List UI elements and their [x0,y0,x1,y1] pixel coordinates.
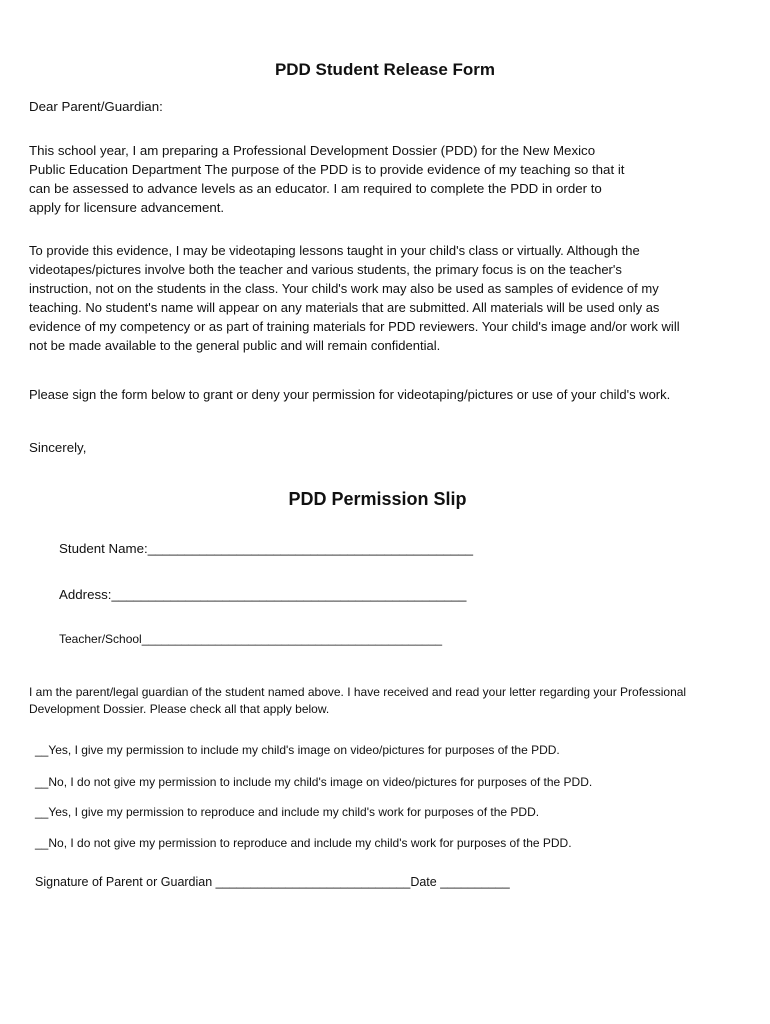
option-no-work[interactable]: __No, I do not give my permission to reproduce and include my child's work for purposes of the PDD. [35,836,572,850]
form-title: PDD Student Release Form [274,60,496,79]
salutation: Dear Parent/Guardian: [29,99,163,114]
paragraph-intro [29,141,625,217]
paragraph-evidence-line: evidence of my competency or as part of training materials for PDD reviewers. Your child's image and/or work will [29,319,680,334]
paragraph-evidence-line: not be made available to the general public and will remain confidential. [29,338,441,353]
address-field[interactable]: Address:________________________________________________ [59,587,467,602]
option-no-image[interactable]: __No, I do not give my permission to include my child's image on video/pictures for purposes of the PDD. [35,775,593,789]
option-yes-image[interactable]: __Yes, I give my permission to include my child's image on video/pictures for purposes of the PDD. [35,743,560,757]
closing-text: Sincerely, [29,440,87,455]
signature-line[interactable]: Signature of Parent or Guardian ____________________________Date __________ [35,875,510,889]
paragraph-evidence-line: teaching. No student's name will appear on any materials that are submitted. All materials will be used only as [29,300,660,315]
instruction-text: Please sign the form below to grant or deny your permission for videotaping/pictures or use of your child's work. [29,387,671,402]
option-yes-work[interactable]: __Yes, I give my permission to reproduce and include my child's work for purposes of the PDD. [35,805,540,819]
teacher-school-field[interactable]: Teacher/School_____________________________________________ [59,632,443,646]
permission-slip-title: PDD Permission Slip [288,489,467,509]
student-name-field[interactable]: Student Name:____________________________________________ [59,541,474,556]
paragraph-intro-line: Public Education Department The purpose of the PDD is to provide evidence of my teaching so that it [29,162,625,177]
guardian-statement-line: Development Dossier. Please check all that apply below. [29,702,330,716]
guardian-statement [29,684,686,718]
paragraph-evidence [29,241,680,355]
paragraph-intro-line: This school year, I am preparing a Professional Development Dossier (PDD) for the New Mexico [29,143,596,158]
paragraph-evidence-line: videotapes/pictures involve both the teacher and various students, the primary focus is on the teacher's [29,262,622,277]
paragraph-evidence-line: To provide this evidence, I may be videotaping lessons taught in your child's class or virtually. Although the [29,243,640,258]
paragraph-evidence-line: instruction, not on the students in the class. Your child's work may also be used as samples of evidence of my [29,281,659,296]
guardian-statement-line: I am the parent/legal guardian of the student named above. I have received and read your letter regarding your Professional [29,685,687,699]
paragraph-intro-line: can be assessed to advance levels as an educator. I am required to complete the PDD in order to [29,181,602,196]
paragraph-intro-line: apply for licensure advancement. [29,200,225,215]
